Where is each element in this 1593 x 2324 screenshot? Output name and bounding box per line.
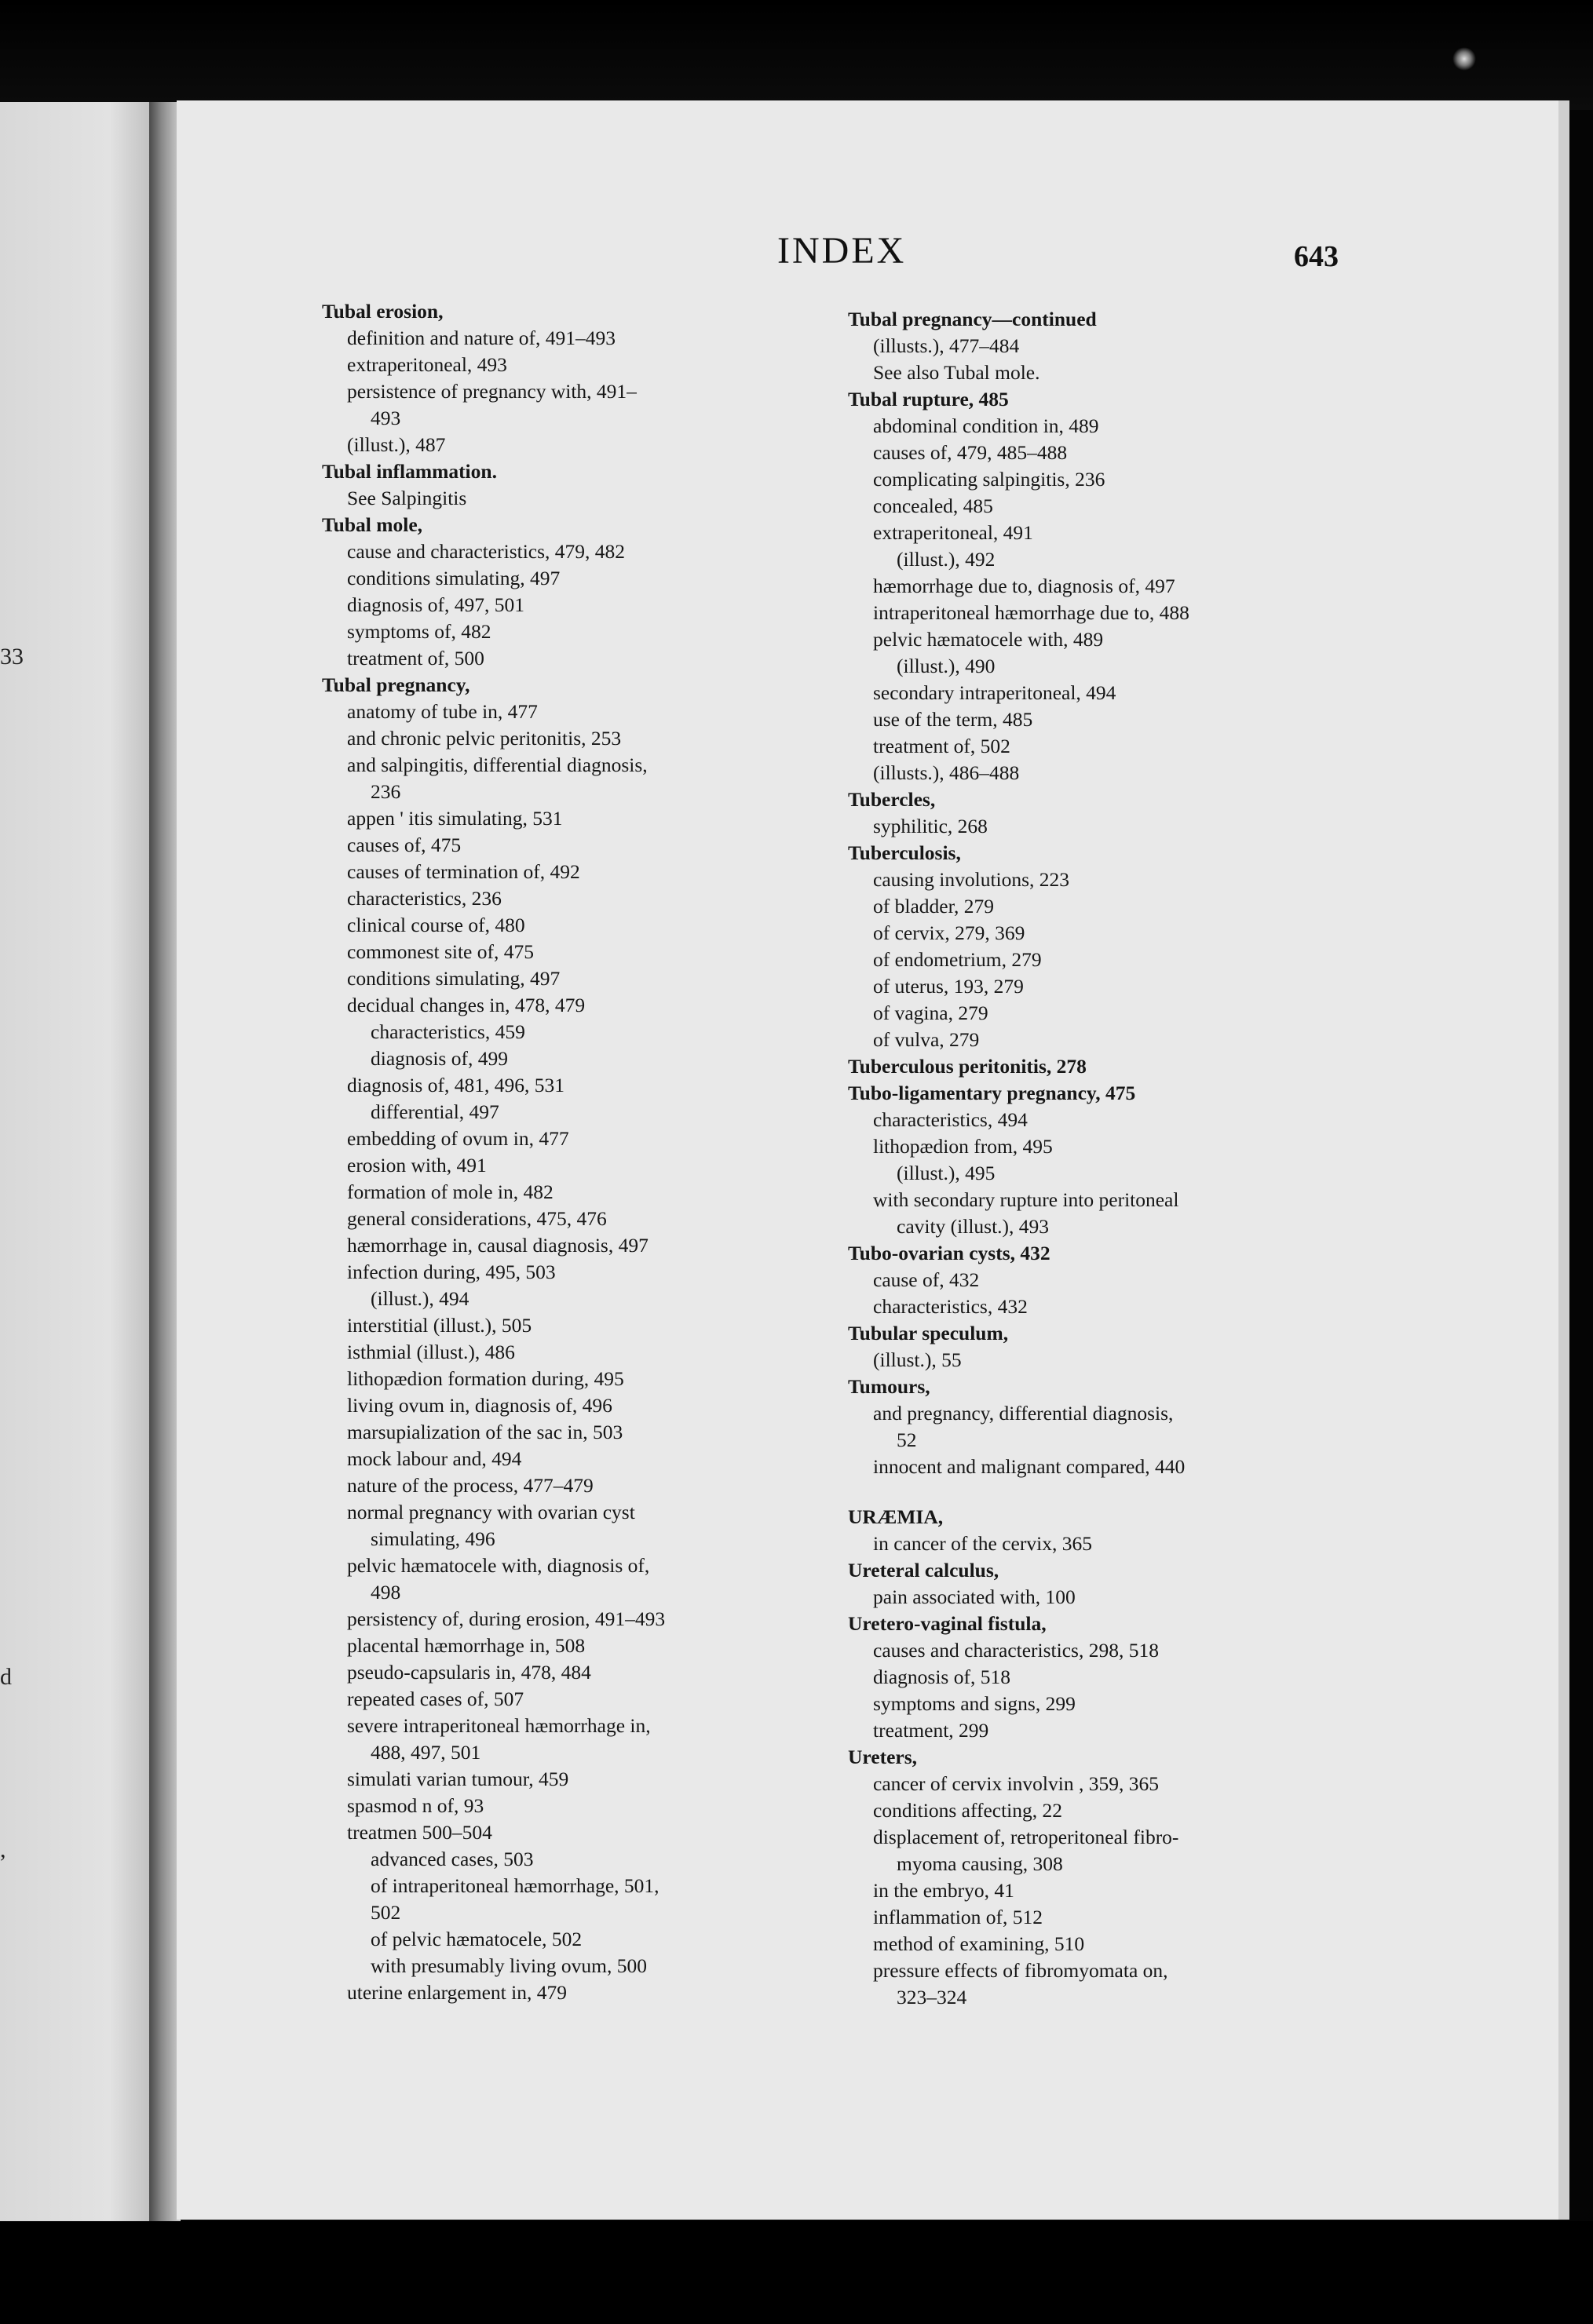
scan-background-top [0,0,1593,110]
index-heading: URÆMIA, [848,1505,944,1528]
index-subentry: cause and characteristics, 479, 482 [347,540,626,563]
index-subentry: (illust.), 492 [897,548,996,571]
index-subentry: method of examining, 510 [873,1932,1085,1955]
index-subentry: secondary intraperitoneal, 494 [873,681,1116,704]
index-subentry: extraperitoneal, 493 [347,353,507,376]
index-subentry: general considerations, 475, 476 [347,1207,607,1230]
index-subentry: 488, 497, 501 [371,1741,481,1764]
index-subentry: marsupialization of the sac in, 503 [347,1421,623,1443]
index-subentry: abdominal condition in, 489 [873,414,1099,437]
index-subentry: causes of termination of, 492 [347,860,580,883]
index-subentry: (illust.), 490 [897,655,996,677]
index-subentry: (illusts.), 486–488 [873,761,1020,784]
index-subentry: definition and nature of, 491–493 [347,327,616,349]
index-subentry: erosion with, 491 [347,1154,487,1177]
index-subentry: (illust.), 494 [371,1287,469,1310]
index-column-right [848,306,1350,2011]
margin-mark: 33 [0,644,24,669]
index-subentry: and chronic pelvic peritonitis, 253 [347,727,622,750]
index-subentry: concealed, 485 [873,494,993,517]
index-subentry: decidual changes in, 478, 479 [347,994,586,1016]
index-heading: Ureteral calculus, [848,1559,999,1582]
index-subentry: treatment, 299 [873,1719,989,1742]
index-subentry: treatmen 500–504 [347,1821,492,1844]
index-subentry: placental hæmorrhage in, 508 [347,1634,586,1657]
index-subentry: 236 [371,780,401,803]
index-subentry: of uterus, 193, 279 [873,975,1024,998]
index-subentry: 52 [897,1428,917,1451]
index-subentry: 498 [371,1581,401,1603]
index-subentry: formation of mole in, 482 [347,1180,554,1203]
index-subentry: repeated cases of, 507 [347,1687,524,1710]
index-subentry: embedding of ovum in, 477 [347,1127,569,1150]
index-heading: Uretero-vaginal fistula, [848,1612,1047,1635]
index-subentry: of vulva, 279 [873,1028,980,1051]
index-heading: Tubal pregnancy—continued [848,308,1097,330]
margin-mark: , [0,1837,6,1862]
index-subentry: complicating salpingitis, 236 [873,468,1105,491]
index-column-left [322,298,809,2006]
index-subentry: of cervix, 279, 369 [873,921,1025,944]
index-subentry: with presumably living ovum, 500 [371,1954,648,1977]
index-subentry: clinical course of, 480 [347,914,525,936]
index-subentry: conditions affecting, 22 [873,1799,1063,1822]
index-heading: Tubo-ligamentary pregnancy, 475 [848,1082,1136,1104]
index-heading: Tubular speculum, [848,1322,1009,1344]
index-subentry: with secondary rupture into peritoneal [873,1188,1179,1211]
index-subentry: (illust.), 495 [897,1162,996,1184]
index-subentry: syphilitic, 268 [873,815,988,837]
index-subentry: 323–324 [897,1986,967,2008]
book-spine [149,102,181,2221]
index-subentry: diagnosis of, 497, 501 [347,593,524,616]
index-heading: Tubal inflammation. [322,460,497,483]
index-subentry: (illusts.), 477–484 [873,334,1020,357]
index-subentry: extraperitoneal, 491 [873,521,1033,544]
index-subentry: pressure effects of fibromyomata on, [873,1959,1168,1982]
index-subentry: of endometrium, 279 [873,948,1042,971]
index-subentry: isthmial (illust.), 486 [347,1341,515,1363]
index-subentry: cancer of cervix involvin , 359, 365 [873,1772,1159,1795]
index-subentry: causes and characteristics, 298, 518 [873,1639,1159,1662]
index-subentry: 493 [371,407,401,429]
margin-mark: d [0,1664,12,1690]
index-subentry: anatomy of tube in, 477 [347,700,538,723]
index-subentry: See Salpingitis [347,487,467,509]
index-heading: Tuberculous peritonitis, 278 [848,1055,1087,1078]
index-heading: Tubo-ovarian cysts, 432 [848,1242,1050,1264]
index-heading: Tubercles, [848,788,936,811]
index-subentry: innocent and malignant compared, 440 [873,1455,1186,1478]
index-subentry: hæmorrhage due to, diagnosis of, 497 [873,575,1175,597]
index-subentry: uterine enlargement in, 479 [347,1981,567,2004]
index-subentry: diagnosis of, 518 [873,1665,1010,1688]
index-subentry: persistency of, during erosion, 491–493 [347,1607,666,1630]
index-subentry: pain associated with, 100 [873,1585,1076,1608]
index-subentry: pseudo-capsularis in, 478, 484 [347,1661,591,1684]
index-subentry: of intraperitoneal hæmorrhage, 501, [371,1874,659,1897]
page-title: INDEX [777,230,907,272]
index-subentry: characteristics, 459 [371,1020,525,1043]
section-gap [848,1480,1350,1504]
index-subentry: conditions simulating, 497 [347,967,561,990]
index-subentry: normal pregnancy with ovarian cyst [347,1501,635,1523]
index-subentry: conditions simulating, 497 [347,567,561,589]
index-heading: Tuberculosis, [848,841,961,864]
index-subentry: 502 [371,1901,401,1924]
index-subentry: myoma causing, 308 [897,1852,1063,1875]
index-subentry: of vagina, 279 [873,1001,988,1024]
index-subentry: causing involutions, 223 [873,868,1070,891]
index-subentry: characteristics, 494 [873,1108,1028,1131]
index-subentry: of pelvic hæmatocele, 502 [371,1928,583,1950]
index-subentry: in the embryo, 41 [873,1879,1014,1902]
index-subentry: spasmod n of, 93 [347,1794,484,1817]
index-heading: Tumours, [848,1375,930,1398]
index-subentry: diagnosis of, 481, 496, 531 [347,1074,564,1096]
index-heading: Tubal rupture, 485 [848,388,1009,410]
index-subentry: characteristics, 236 [347,887,502,910]
index-subentry: of bladder, 279 [873,895,995,918]
index-subentry: interstitial (illust.), 505 [347,1314,532,1337]
index-subentry: infection during, 495, 503 [347,1261,556,1283]
index-subentry: and pregnancy, differential diagnosis, [873,1402,1174,1425]
index-subentry: simulati varian tumour, 459 [347,1768,569,1790]
scan-background-bottom [0,2221,1593,2324]
index-subentry: symptoms and signs, 299 [873,1692,1076,1715]
index-subentry: lithopædion from, 495 [873,1135,1053,1158]
index-subentry: displacement of, retroperitoneal fibro- [873,1826,1179,1848]
index-subentry: (illust.), 487 [347,433,446,456]
index-subentry: pelvic hæmatocele with, diagnosis of, [347,1554,650,1577]
index-heading: Ureters, [848,1746,918,1768]
facing-page-edge [0,102,157,2221]
index-subentry: and salpingitis, differential diagnosis, [347,753,648,776]
index-subentry: nature of the process, 477–479 [347,1474,594,1497]
index-subentry: diagnosis of, 499 [371,1047,508,1070]
index-subentry: cause of, 432 [873,1268,980,1291]
index-subentry: intraperitoneal hæmorrhage due to, 488 [873,601,1189,624]
index-subentry: causes of, 475 [347,834,462,856]
index-subentry: commonest site of, 475 [347,940,534,963]
index-heading: Tubal mole, [322,513,423,536]
index-subentry: treatment of, 500 [347,647,484,669]
index-subentry: treatment of, 502 [873,735,1010,757]
index-subentry: appen ' itis simulating, 531 [347,807,563,830]
index-subentry: living ovum in, diagnosis of, 496 [347,1394,612,1417]
index-subentry: severe intraperitoneal hæmorrhage in, [347,1714,651,1737]
index-subentry: cavity (illust.), 493 [897,1215,1050,1238]
page-number: 643 [1294,240,1339,273]
index-subentry: use of the term, 485 [873,708,1033,731]
index-subentry: (illust.), 55 [873,1348,962,1371]
index-subentry: symptoms of, 482 [347,620,491,643]
index-subentry: mock labour and, 494 [347,1447,522,1470]
index-subentry: pelvic hæmatocele with, 489 [873,628,1104,651]
index-heading: Tubal erosion, [322,300,444,323]
index-subentry: causes of, 479, 485–488 [873,441,1068,464]
index-subentry: in cancer of the cervix, 365 [873,1532,1092,1555]
index-subentry: inflammation of, 512 [873,1906,1043,1928]
index-subentry: characteristics, 432 [873,1295,1028,1318]
index-subentry: advanced cases, 503 [371,1848,534,1870]
index-subentry: simulating, 496 [371,1527,495,1550]
index-subentry: differential, 497 [371,1100,499,1123]
index-subentry: See also Tubal mole. [873,361,1040,384]
light-flare [1452,47,1476,71]
index-subentry: hæmorrhage in, causal diagnosis, 497 [347,1234,649,1257]
index-subentry: lithopædion formation during, 495 [347,1367,624,1390]
index-subentry: persistence of pregnancy with, 491– [347,380,637,403]
index-heading: Tubal pregnancy, [322,673,470,696]
